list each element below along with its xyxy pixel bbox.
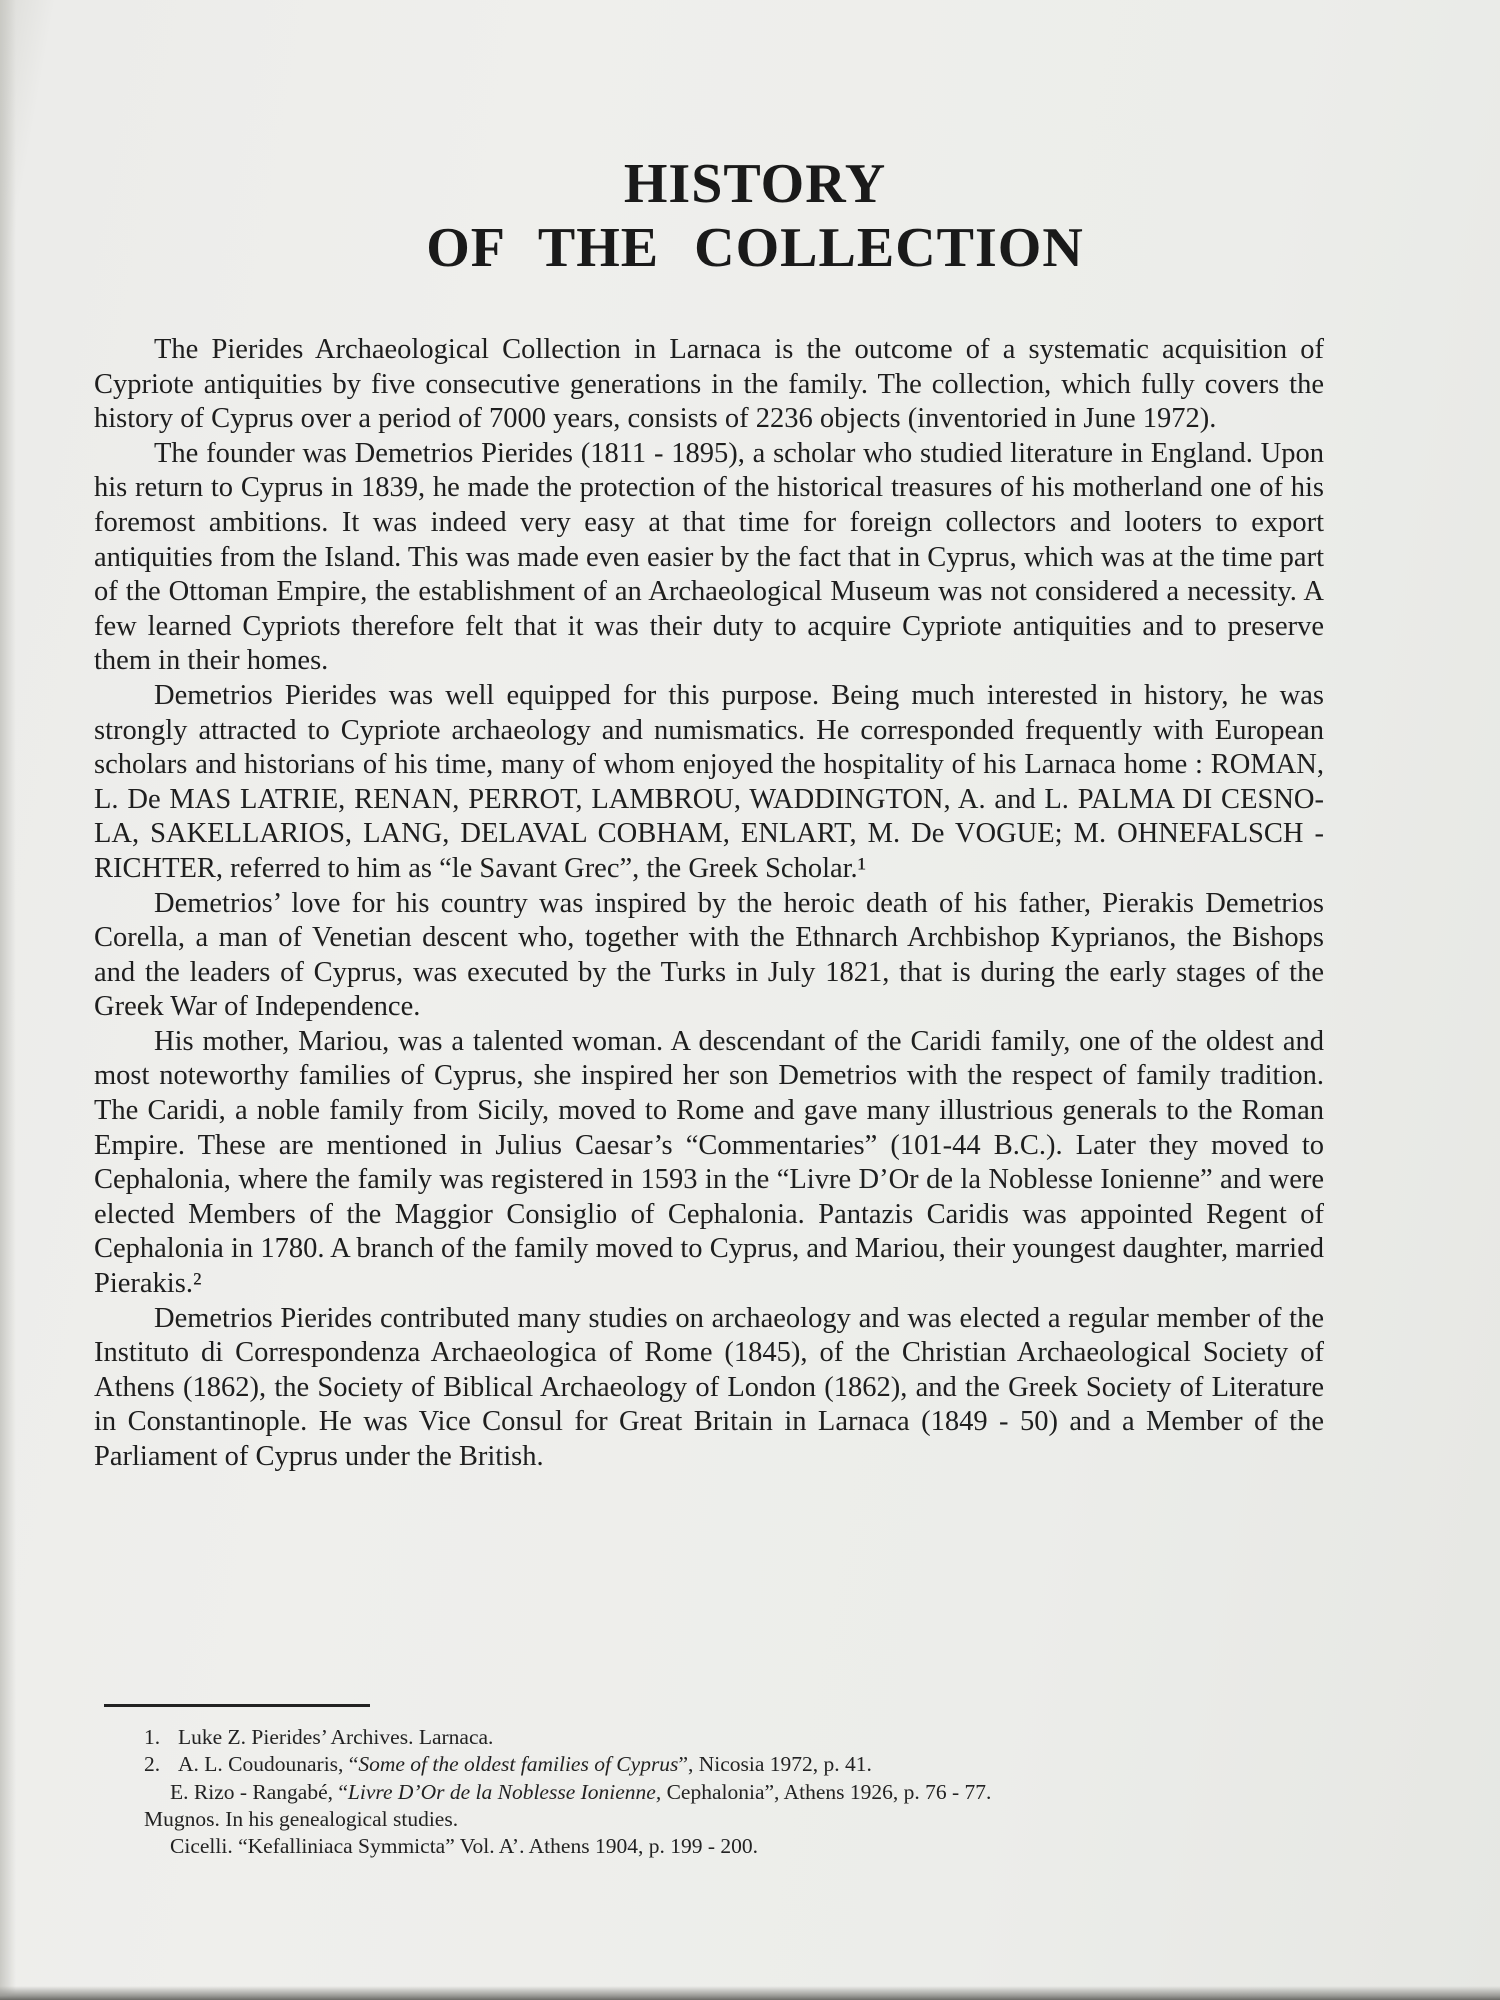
title-line-1: HISTORY (623, 153, 887, 215)
paragraph-contributions: Demetrios Pierides contributed many studies on archaeology and was elected a regular member of the Instituto di Correspondenza Archaeologica of Rome (1845), of the Christian Archaeological Society of Athens (1862), the Society of Biblical Archaeology of London (1862), and the Greek Society of Literature in Constantinople. He was Vice Consul for Great Britain in Larnaca (1849 - 50) and a Member of the Parliament of Cyprus under the British. (94, 1302, 1324, 1472)
footnote-cited-title: Some of the oldest families of Cyprus (358, 1752, 679, 1777)
paragraph-scholars: Demetrios Pierides was well equipped for this purpose. Being much interested in history, he was strongly attracted to Cypriote archaeology and numismatics. He corresponded frequently with European scholars and historians of his time, many of whom enjoyed the hospitality of his Larnaca home : ROMAN, L. De MAS LATRIE, RENAN, PERROT, LAMBROU, WADDINGTON, A. and L. PALMA DI CESNOLA, SAKELLARIOS, LANG, DELAVAL COBHAM, ENLART, M. De VOGUE; M. OHNEFALSCH - RICHTER, referred to him as “le Savant Grec”, the Greek Scholar.¹ (94, 679, 1324, 884)
title-line-2: OF THE COLLECTION (426, 217, 1084, 279)
footnote-text: Mugnos. In his genealogical studies. (144, 1806, 459, 1831)
footnote-number: 1. (144, 1725, 161, 1749)
footnote-text-pre: A. L. Coudounaris, “ (178, 1752, 359, 1777)
paragraph-father: Demetrios’ love for his country was inspired by the heroic death of his father, Pierakis Demetrios Corella, a man of Venetian descent who, together with the Ethnarch Archbishop Kyprianos, the Bishops and the leaders of Cyprus, was executed by the Turks in July 1821, that is during the early stages of the Greek War of Independence. (94, 887, 1324, 1023)
footnote-text: Cicelli. “Kefalliniaca Symmicta” Vol. A’. Athens 1904, p. 199 - 200. (170, 1834, 758, 1859)
footnote-2 (144, 1751, 1324, 1778)
body-text (94, 333, 1324, 1475)
footnote-text-pre: E. Rizo - Rangabé, “ (170, 1779, 348, 1804)
footnotes (144, 1724, 1324, 1860)
footnote-2-reference-mugnos (144, 1806, 1324, 1833)
page-bottom-edge (0, 1986, 1500, 2000)
paragraph-mother: His mother, Mariou, was a talented woman. A descendant of the Caridi family, one of the oldest and most noteworthy families of Cyprus, she inspired her son Demetrios with the respect of family tradition. The Caridi, a noble family from Sicily, moved to Rome and gave many illustrious generals to the Roman Empire. These are mentioned in Julius Caesar’s “Commentaries” (101-44 B.C.). Later they moved to Cephalonia, where the family was registered in 1593 in the “Livre D’Or de la Noblesse Ionienne” and were elected Members of the Maggior Consiglio of Cephalonia. Pantazis Caridis was appointed Regent of Cephalonia in 1780. A branch of the family moved to Cyprus, and Mariou, their youngest daughter, married Pierakis.² (94, 1025, 1324, 1300)
footnote-2-reference-rangabe (144, 1779, 1324, 1806)
paragraph-founder: The founder was Demetrios Pierides (1811 - 1895), a scholar who studied literature in England. Upon his return to Cyprus in 1839, he made the protection of the historical treasures of his motherland one of his foremost ambitions. It was indeed very easy at that time for foreign collectors and looters to export antiquities from the Island. This was made even easier by the fact that in Cyprus, which was at the time part of the Ottoman Empire, the establishment of an Archaeological Museum was not considered a necessity. A few learned Cypriots therefore felt that it was their duty to acquire Cypriote antiquities and to preserve them in their homes. (94, 437, 1324, 677)
footnote-number: 2. (144, 1752, 161, 1777)
spine-shadow (0, 0, 16, 2000)
footnote-1 (144, 1724, 1324, 1751)
paragraph-intro: The Pierides Archaeological Collection in Larnaca is the outcome of a systematic acquisition of Cypriote antiquities by five consecutive generations in the family. The collection, which fully covers the history of Cyprus over a period of 7000 years, consists of 2236 objects (inventoried in June 1972). (94, 334, 1324, 435)
footnote-text: Luke Z. Pierides’ Archives. Larnaca. (178, 1725, 494, 1749)
footnote-divider (104, 1704, 370, 1707)
footnote-2-reference-cicelli (144, 1833, 1324, 1860)
footnote-text-post: ”, Nicosia 1972, p. 41. (678, 1752, 872, 1777)
footnote-text-post: Cephalonia”, Athens 1926, p. 76 - 77. (661, 1779, 992, 1804)
footnote-cited-title: Livre D’Or de la Noblesse Ionienne, (347, 1779, 662, 1804)
page-title (0, 152, 1500, 280)
